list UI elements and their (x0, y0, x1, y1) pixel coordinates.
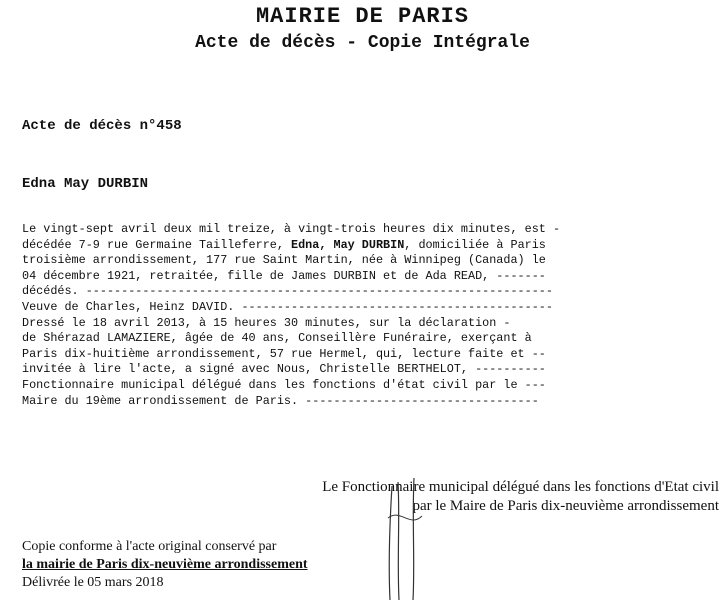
conformity-line-2: la mairie de Paris dix-neuvième arrondissement (22, 557, 308, 572)
conformity-line-1: Copie conforme à l'acte original conservé par (22, 539, 277, 554)
body-line-2a: décédée 7-9 rue Germaine Tailleferre, (22, 237, 292, 252)
body-line-1: Le vingt-sept avril deux mil treize, à vingt-trois heures dix minutes, est - (22, 222, 561, 236)
document-title: MAIRIE DE PARIS (255, 4, 470, 29)
body-name-bold: Edna, May DURBIN (291, 237, 405, 252)
conformity-line-3: Délivrée le 05 mars 2018 (22, 575, 164, 590)
signature-mark (370, 478, 440, 600)
acte-number: Acte de décès n°458 (22, 118, 182, 134)
body-line-10: invitée à lire l'acte, a signé avec Nous, Christelle BERTHELOT, ---------- (22, 362, 546, 377)
body-line-8: de Shérazad LAMAZIERE, âgée de 40 ans, Conseillère Funéraire, exerçant à (22, 331, 532, 346)
conformity-block (22, 538, 308, 592)
body-line-9: Paris dix-huitième arrondissement, 57 rue Hermel, qui, lecture faite et -- (22, 346, 546, 361)
deceased-name: Edna May DURBIN (22, 176, 149, 192)
body-line-11: Fonctionnaire municipal délégué dans les fonctions d'état civil par le --- (22, 377, 546, 392)
officer-line-1: Le Fonctionnaire municipal délégué dans les fonctions d'Etat civil (322, 479, 719, 495)
body-line-2c: , domiciliée à Paris (404, 237, 546, 252)
body-line-12: Maire du 19ème arrondissement de Paris. --------------------------------- (22, 393, 539, 408)
body-line-4: 04 décembre 1921, retraitée, fille de James DURBIN et de Ada READ, ------- (22, 268, 546, 283)
body-line-5: décédés. ------------------------------------------------------------------ (22, 284, 553, 299)
acte-body (22, 222, 722, 409)
body-line-3: troisième arrondissement, 177 rue Saint Martin, née à Winnipeg (Canada) le (22, 253, 546, 268)
body-line-6: Veuve de Charles, Heinz DAVID. -------------------------------------------- (22, 299, 553, 314)
officer-line-2: par le Maire de Paris dix-neuvième arrondissement (412, 498, 719, 514)
body-line-7: Dressé le 18 avril 2013, à 15 heures 30 minutes, sur la déclaration - (22, 315, 511, 330)
document-subtitle: Acte de décès - Copie Intégrale (195, 33, 530, 53)
